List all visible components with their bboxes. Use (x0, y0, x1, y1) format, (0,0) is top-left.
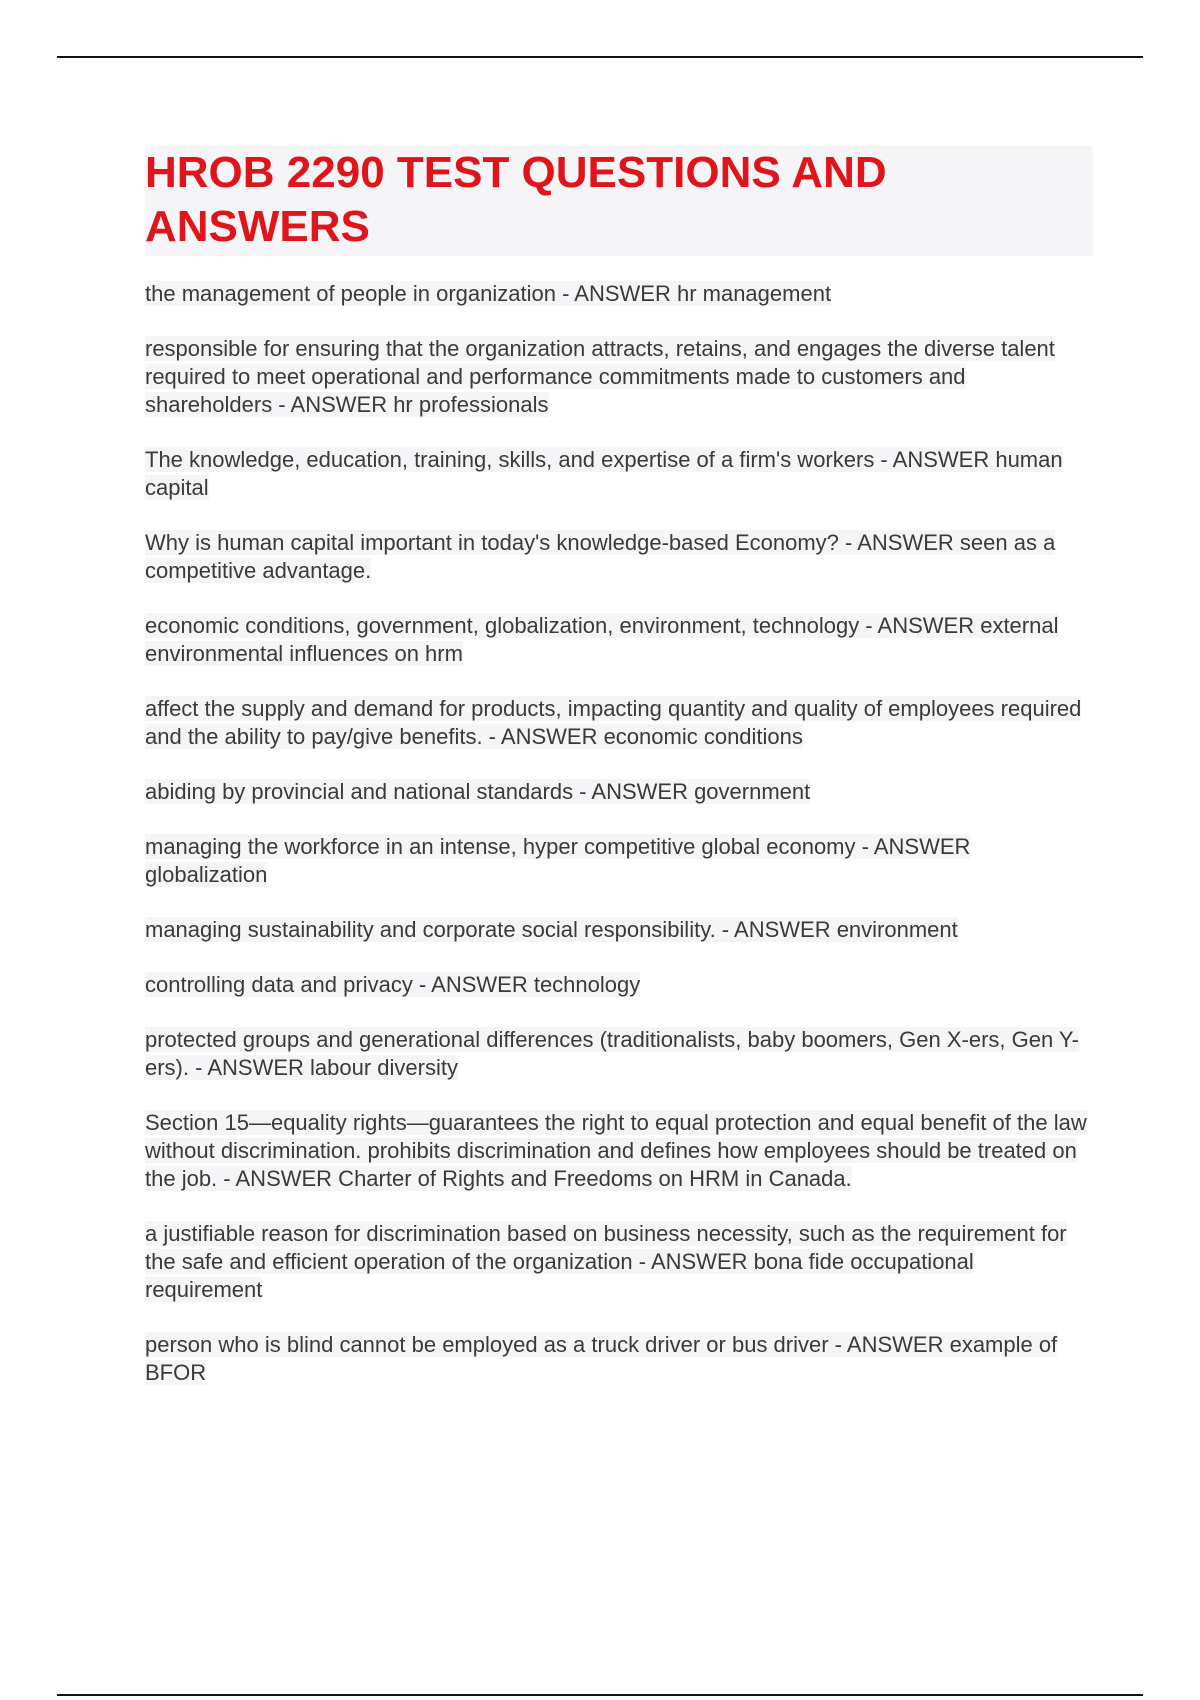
qa-text: responsible for ensuring that the organization attracts, retains, and engages the diverse talent required to meet operational and performance commitments made to customers and shareholders - ANSWER hr professionals (145, 336, 1055, 417)
qa-text: economic conditions, government, globalization, environment, technology - ANSWER external environmental influences on hrm (145, 613, 1059, 666)
qa-item (145, 833, 1093, 889)
qa-text: The knowledge, education, training, skills, and expertise of a firm's workers - ANSWER human capital (145, 447, 1063, 500)
title-block (145, 146, 1093, 256)
qa-item (145, 335, 1093, 419)
qa-item (145, 1109, 1093, 1193)
qa-text: a justifiable reason for discrimination based on business necessity, such as the requirement for the safe and efficient operation of the organization - ANSWER bona fide occupational requirement (145, 1221, 1067, 1302)
qa-item (145, 612, 1093, 668)
qa-item (145, 529, 1093, 585)
qa-text: managing sustainability and corporate social responsibility. - ANSWER environment (145, 917, 958, 942)
qa-text: protected groups and generational differences (traditionalists, baby boomers, Gen X-ers, Gen Y-ers). - ANSWER labour diversity (145, 1027, 1079, 1080)
qa-item (145, 916, 1093, 944)
qa-item (145, 280, 1093, 308)
qa-text: abiding by provincial and national standards - ANSWER government (145, 779, 811, 804)
qa-item (145, 971, 1093, 999)
qa-text: affect the supply and demand for products, impacting quantity and quality of employees required and the ability to pay/give benefits. - ANSWER economic conditions (145, 696, 1082, 749)
qa-item (145, 1220, 1093, 1304)
qa-item (145, 1026, 1093, 1082)
qa-text: the management of people in organization - ANSWER hr management (145, 281, 832, 306)
document-title: HROB 2290 TEST QUESTIONS AND ANSWERS (145, 148, 887, 251)
footer-rule (57, 1694, 1143, 1696)
header-rule (57, 56, 1143, 58)
qa-item (145, 446, 1093, 502)
qa-list (145, 280, 1093, 1387)
qa-text: managing the workforce in an intense, hyper competitive global economy - ANSWER globalization (145, 834, 971, 887)
qa-item (145, 778, 1093, 806)
qa-text: person who is blind cannot be employed as a truck driver or bus driver - ANSWER example of BFOR (145, 1332, 1058, 1385)
document-body (145, 146, 1093, 1414)
qa-item (145, 695, 1093, 751)
qa-item (145, 1331, 1093, 1387)
qa-text: controlling data and privacy - ANSWER technology (145, 972, 641, 997)
qa-text: Why is human capital important in today's knowledge-based Economy? - ANSWER seen as a competitive advantage. (145, 530, 1056, 583)
qa-text: Section 15—equality rights—guarantees the right to equal protection and equal benefit of the law without discrimination. prohibits discrimination and defines how employees should be treated on the job. - ANSWER Charter of Rights and Freedoms on HRM in Canada. (145, 1110, 1087, 1191)
